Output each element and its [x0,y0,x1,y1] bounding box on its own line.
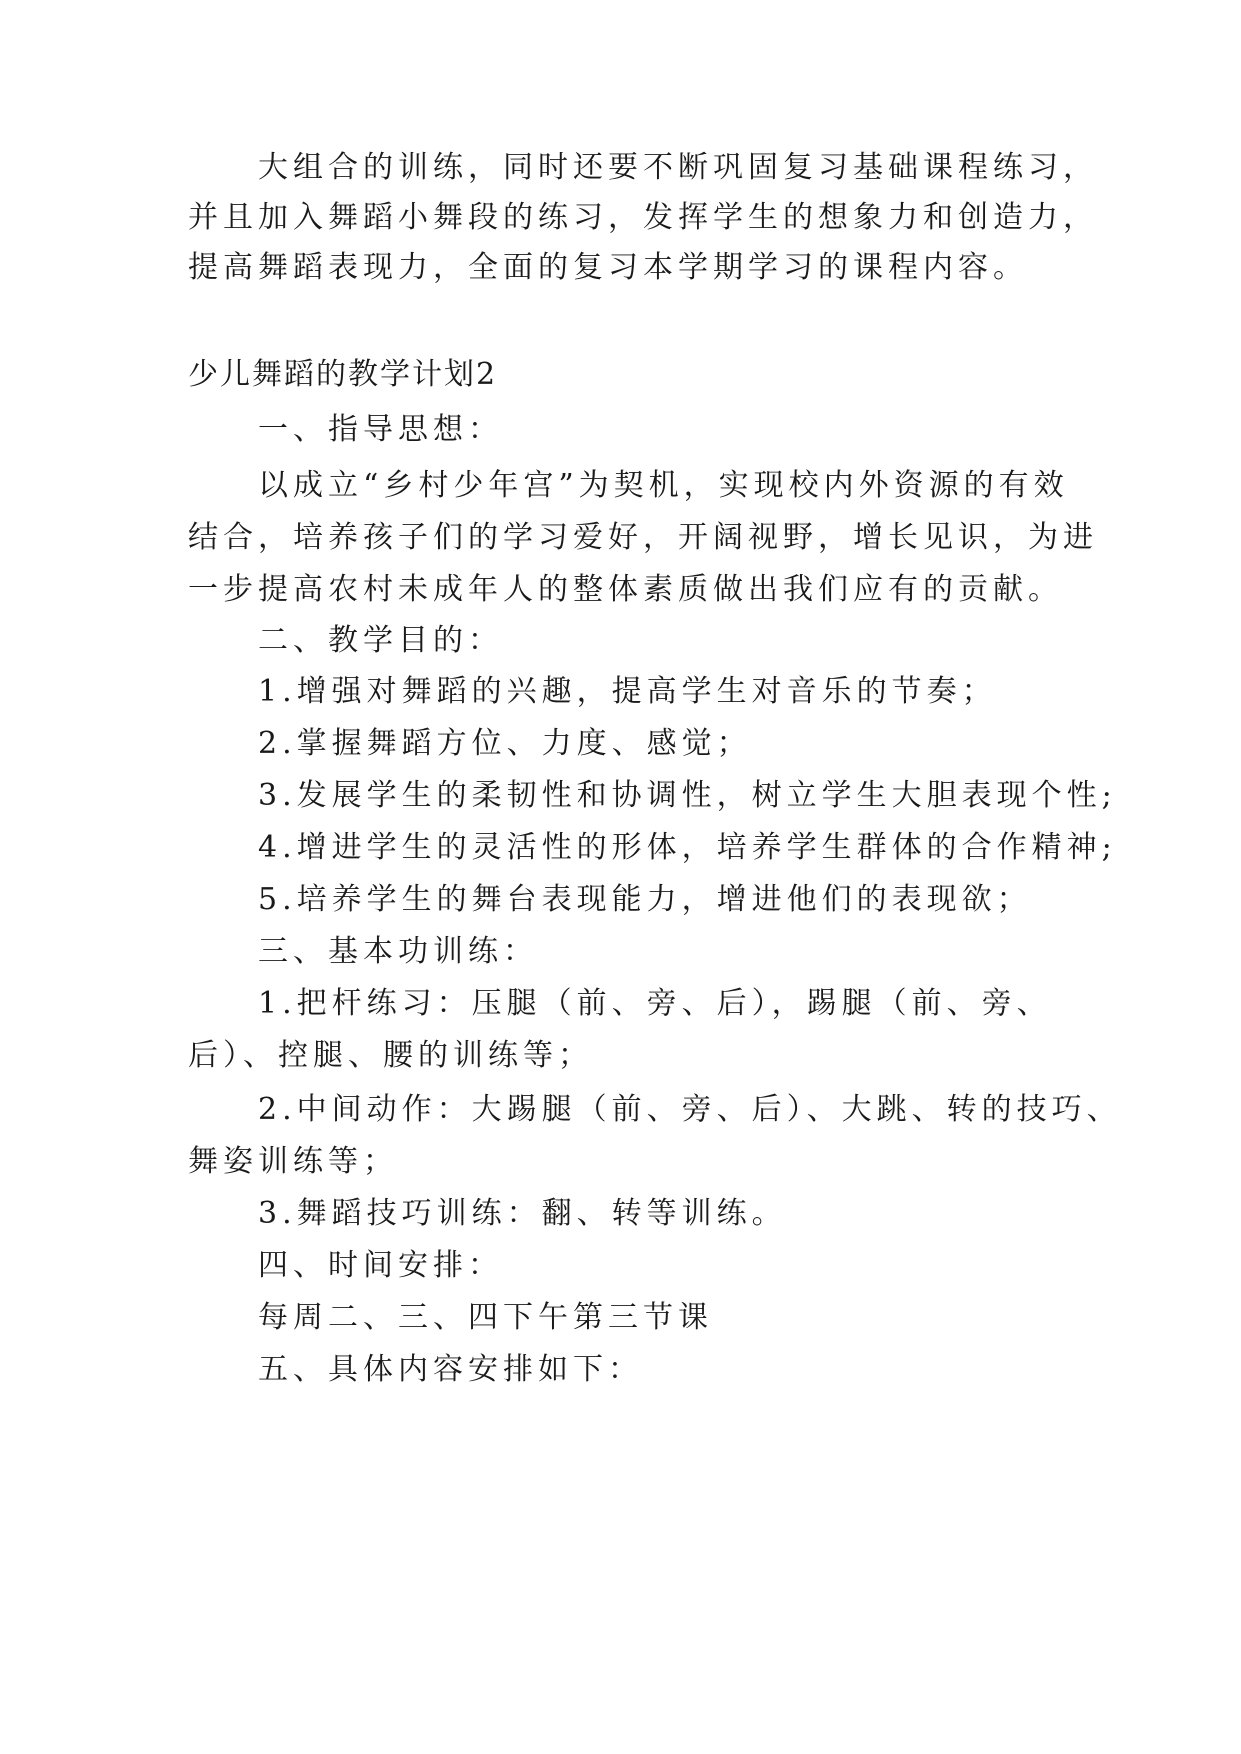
guiding-heading: 一、指导思想： [258,412,503,447]
training-item-3: 3.舞蹈技巧训练：翻、转等训练。 [258,1196,787,1231]
goal-item-4: 4.增进学生的灵活性的形体，培养学生群体的合作精神; [258,830,1117,865]
intro-line-2: 并且加入舞蹈小舞段的练习，发挥学生的想象力和创造力， [188,200,1098,235]
training-item-2-line-2: 舞姿训练等； [188,1144,398,1179]
training-heading: 三、基本功训练： [258,934,538,969]
training-item-1-line-1: 1.把杆练习：压腿（前、旁、后），踢腿（前、旁、 [258,986,1052,1021]
guiding-line-3: 一步提高农村未成年人的整体素质做出我们应有的贡献。 [188,572,1063,607]
goal-item-3: 3.发展学生的柔韧性和协调性，树立学生大胆表现个性; [258,778,1117,813]
guiding-line-1: 以成立“乡村少年宫”为契机，实现校内外资源的有效 [258,468,1069,503]
training-item-1-line-2: 后）、控腿、腰的训练等； [188,1038,593,1073]
goal-item-5: 5.培养学生的舞台表现能力，增进他们的表现欲； [258,882,1032,917]
goal-item-1: 1.增强对舞蹈的兴趣，提高学生对音乐的节奏； [258,674,997,709]
guiding-line-2: 结合，培养孩子们的学习爱好，开阔视野，增长见识，为进 [188,520,1098,555]
content-heading: 五、具体内容安排如下： [258,1352,643,1387]
intro-line-3: 提高舞蹈表现力，全面的复习本学期学习的课程内容。 [188,250,1028,285]
goal-item-2: 2.掌握舞蹈方位、力度、感觉； [258,726,752,761]
section-title: 少儿舞蹈的教学计划2 [188,357,498,392]
schedule-heading: 四、时间安排： [258,1248,503,1283]
goals-heading: 二、教学目的： [258,623,503,658]
training-item-2-line-1: 2.中间动作：大踢腿（前、旁、后）、大跳、转的技巧、 [258,1092,1122,1127]
schedule-text: 每周二、三、四下午第三节课 [258,1300,713,1335]
intro-line-1: 大组合的训练，同时还要不断巩固复习基础课程练习， [258,150,1098,185]
